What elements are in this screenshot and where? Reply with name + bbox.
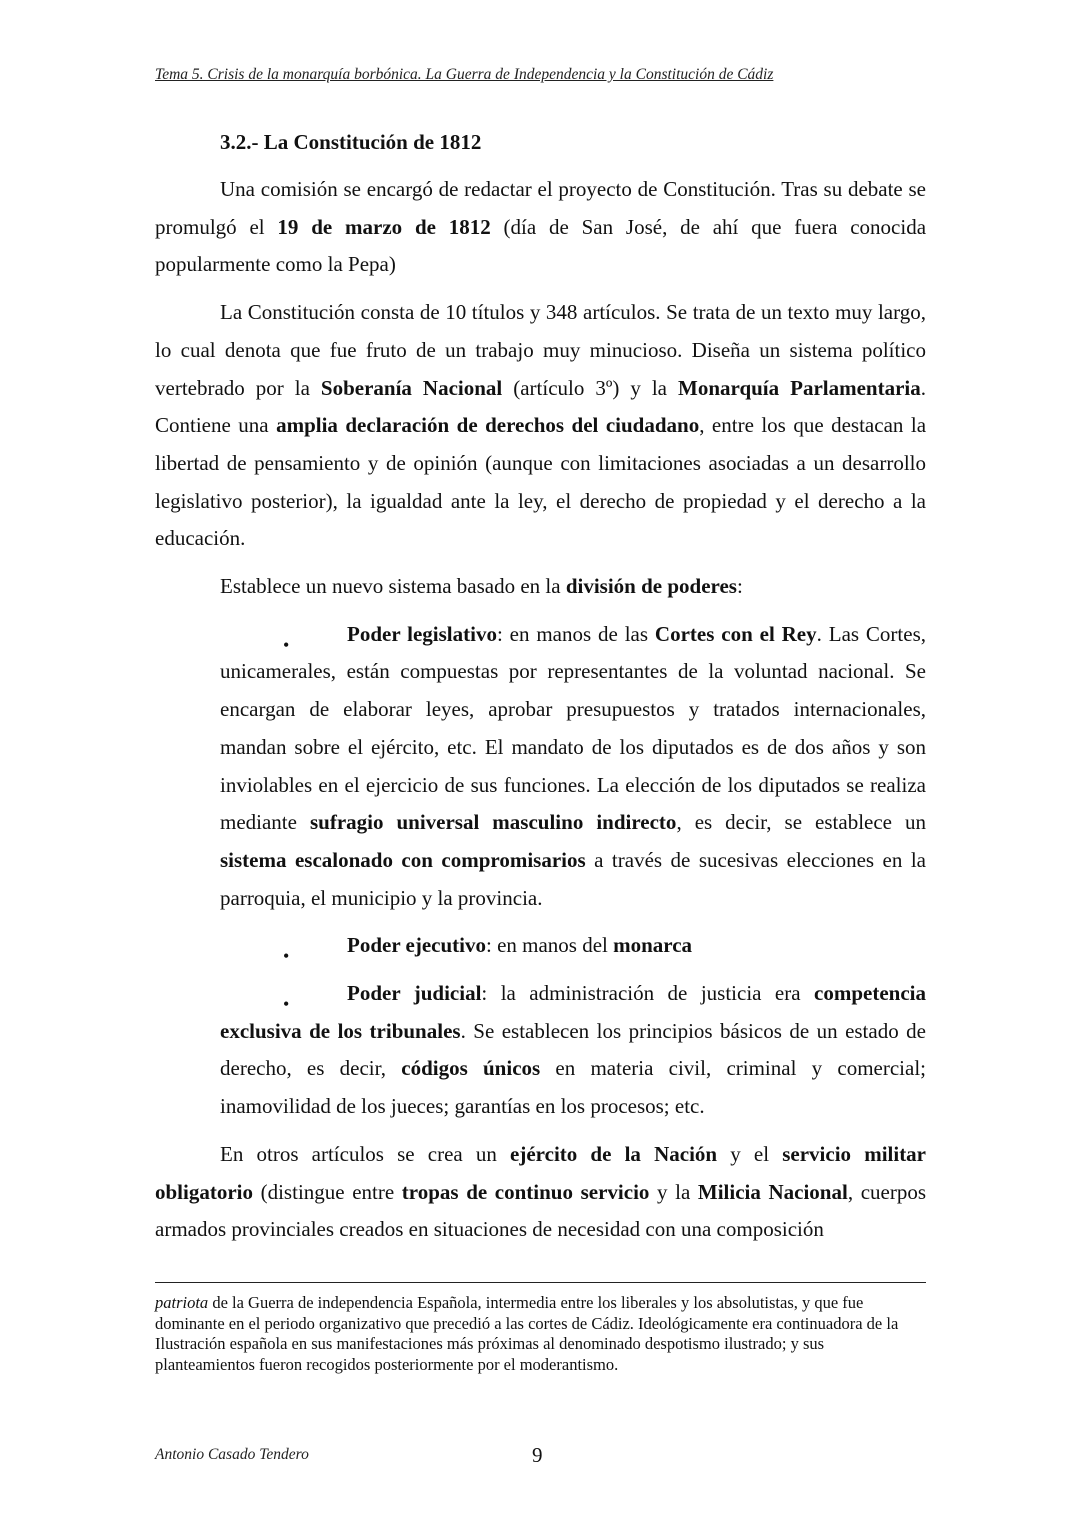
page-number: 9 — [532, 1443, 543, 1467]
footnote-divider — [155, 1282, 926, 1283]
paragraph-structure: La Constitución consta de 10 títulos y 348 artículos. Se trata de un texto muy largo, lo cual denota que fue fruto de un trabajo muy minucioso. Diseña un sistema político vertebrado por la Soberanía Nacional (artículo 3º) y la Monarquía Parlamentaria. Contiene una amplia declaración de derechos del ciudadano, entre los que destacan la libertad de pensamiento y de opinión (aunque con limitaciones asociadas a un desarrollo legislativo posterior), la igualdad ante la ley, el derecho de propiedad y el derecho a la educación. — [155, 300, 927, 551]
bullet-legislative: • Poder legislativo: en manos de las Cortes con el Rey. Las Cortes, unicamerales, están compuestas por representantes de la voluntad nacional. Se encargan de elaborar leyes, aprobar presupuestos y tratados internacionales, mandan sobre el ejército, etc. El mandato de los diputados es de dos años y son inviolables en el ejercicio de sus funciones. La elección de los diputados se realiza mediante sufragio universal masculino indirecto, es decir, se establece un sistema escalonado con compromisarios a través de sucesivas elecciones en la parroquia, el municipio y la provincia. — [220, 621, 926, 910]
paragraph-army: En otros artículos se crea un ejército de la Nación y el servicio militar obligatorio (distingue entre tropas de continuo servicio y la Milicia Nacional, cuerpos armados provinciales creados en situaciones de necesidad con una composición — [155, 1141, 927, 1242]
bullet-judicial: • Poder judicial: la administración de justicia era competencia exclusiva de los tribunales. Se establecen los principios básicos de un estado de derecho, es decir, códigos únicos en materia civil, criminal y comercial; inamovilidad de los jueces; garantías en los procesos; etc. — [220, 981, 926, 1119]
footnote: patriota de la Guerra de independencia Española, intermedia entre los liberales y los absolutistas, y que fue dominante en el periodo organizativo que precedió a las cortes de Cádiz. Ideológicamente era continuadora de la Ilustración española en sus manifestaciones más próximas al denominado despotismo ilustrado; y sus planteamientos fueron recogidos posteriormente por el moderantismo. — [155, 1293, 899, 1375]
document-body — [155, 124, 926, 1259]
bullet-executive: • Poder ejecutivo: en manos del monarca — [283, 933, 693, 967]
footer-author: Antonio Casado Tendero — [155, 1446, 309, 1463]
running-header: Tema 5. Crisis de la monarquía borbónica. La Guerra de Independencia y la Constitución de Cádiz — [155, 66, 774, 83]
section-title: 3.2.- La Constitución de 1812 — [220, 130, 482, 154]
paragraph-division-of-powers: Establece un nuevo sistema basado en la división de poderes: — [220, 574, 743, 599]
paragraph-promulgation: Una comisión se encargó de redactar el proyecto de Constitución. Tras su debate se promulgó el 19 de marzo de 1812 (día de San José, de ahí que fuera conocida popularmente como la Pepa) — [155, 177, 927, 277]
